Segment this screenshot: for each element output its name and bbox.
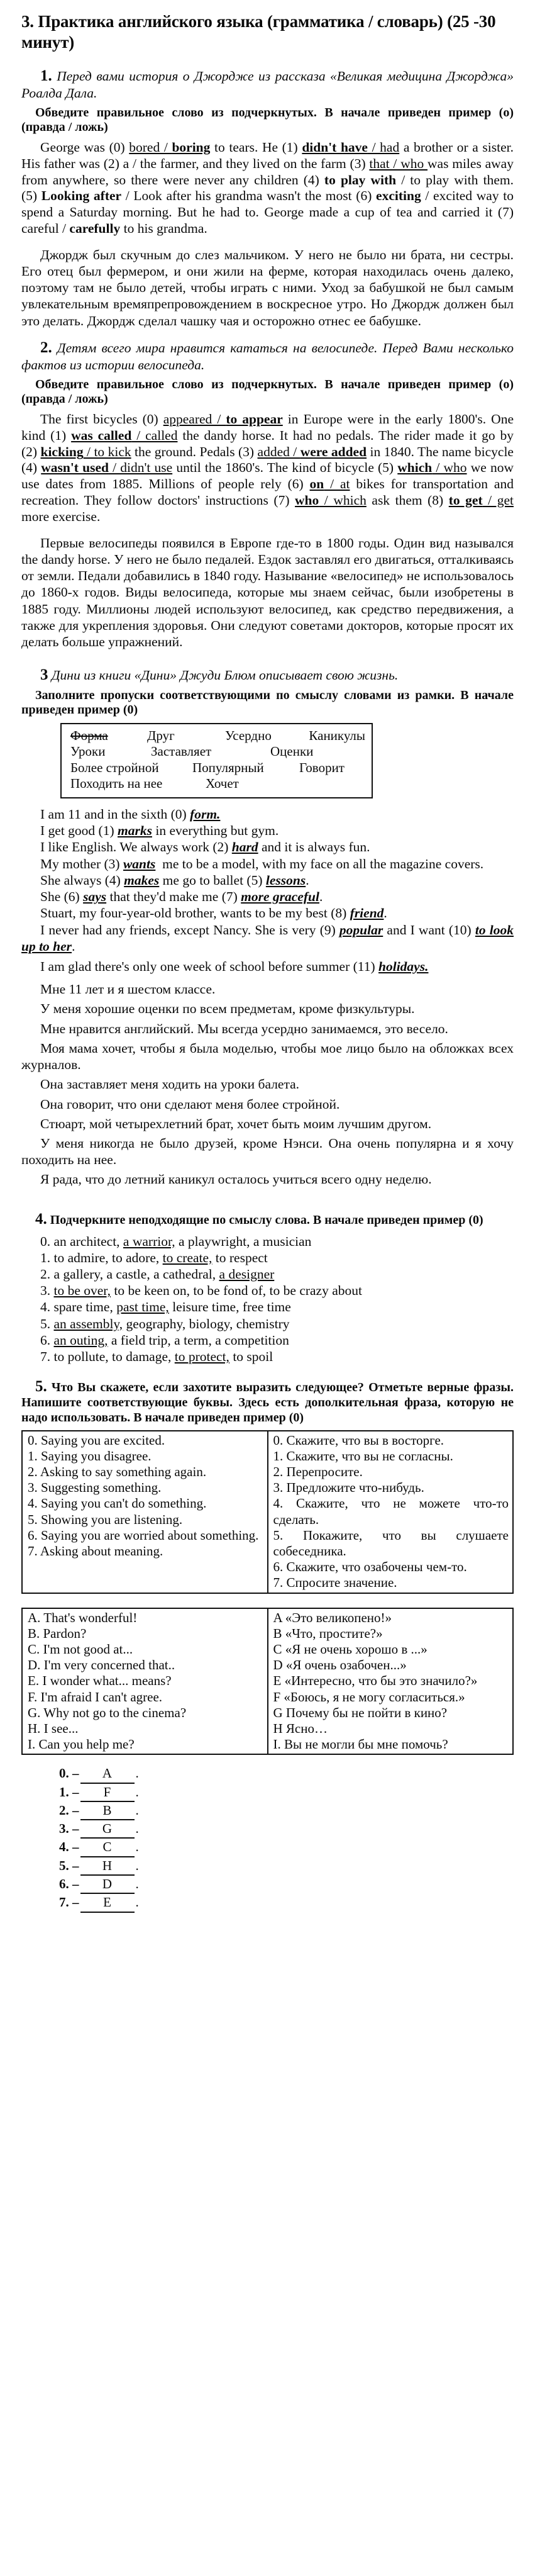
- answer-dot: .: [135, 1821, 139, 1837]
- exercise-5-instruction-text: Что Вы скажете, если захотите выразить следующее? Отметьте верные фразы. Напишите соответствующие буквы. Здесь есть дополкительная фраза, которую не надо использовать. В начале приведен пример (0): [21, 1380, 514, 1425]
- exercise-3-sentence: I like English. We always work (2) hard and it is always fun.: [40, 839, 370, 855]
- list-item: 2. Перепросите.: [273, 1464, 363, 1480]
- situations-table: [21, 1430, 514, 1594]
- answer-dot: .: [135, 1895, 139, 1910]
- item-number: 2.: [40, 1267, 51, 1282]
- answer-label: 4. –: [59, 1839, 79, 1855]
- answer-label: 0. –: [59, 1766, 79, 1781]
- list-item: 1. Saying you disagree.: [28, 1448, 152, 1464]
- exercise-3-russian-line: Моя мама хочет, чтобы я была моделью, чтобы мое лицо было на обложках всех журналов.: [21, 1040, 514, 1073]
- exercise-3-sentence: She always (4) makes me go to ballet (5) lessons.: [40, 872, 309, 888]
- item-answer[interactable]: an assembly,: [53, 1316, 123, 1331]
- item-post: geography, biology, chemistry: [123, 1316, 290, 1331]
- word-bank-item-userdno[interactable]: Усердно: [224, 727, 272, 743]
- answer-dot: .: [135, 1876, 139, 1892]
- item-number: 4.: [40, 1299, 51, 1315]
- exercise-1-instruction: Обведите правильное слово из подчеркнутых. В начале приведен пример (о) (правда / ложь): [21, 105, 514, 134]
- list-item: B «Что, простите?»: [273, 1625, 383, 1641]
- item-post: leisure time, free time: [168, 1299, 291, 1315]
- situations-ru-cell: [268, 1431, 514, 1593]
- exercise-3-sentence: She (6) says that they'd make me (7) more graceful.: [40, 889, 323, 905]
- answer-friend: friend: [350, 905, 384, 921]
- list-item: B. Pardon?: [28, 1625, 87, 1641]
- item-answer[interactable]: to be over,: [53, 1283, 111, 1299]
- list-item: 6. Скажите, что озабочены чем-то.: [273, 1559, 467, 1575]
- list-item: 3. Suggesting something.: [28, 1480, 162, 1496]
- item-pre: to pollute, to damage,: [53, 1349, 175, 1365]
- item-post: to respect: [212, 1250, 268, 1265]
- list-item: I. Вы не могли бы мне помочь?: [273, 1737, 448, 1752]
- word-bank-row: [70, 760, 365, 776]
- item-post: a field trip, a term, a competition: [108, 1332, 289, 1348]
- list-item: F. I'm afraid I can't agree.: [28, 1689, 163, 1705]
- exercise-4-list: [40, 1233, 514, 1365]
- answer-dot: .: [135, 1784, 139, 1800]
- table-row: [22, 1431, 513, 1593]
- item-pre: to admire, to adore,: [53, 1250, 163, 1265]
- table-row: [22, 1608, 513, 1755]
- answer-blank[interactable]: D: [80, 1876, 135, 1894]
- item-answer[interactable]: to protect,: [174, 1349, 229, 1365]
- exercise-2-intro-text: Детям всего мира нравится кататься на велосипеде. Перед Вами несколько фактов из истории велосипеда.: [21, 340, 514, 372]
- answer-row: [59, 1820, 514, 1839]
- word-bank-item-drug[interactable]: Друг: [147, 727, 175, 743]
- answer-row: [59, 1894, 514, 1912]
- list-item: 6. Saying you are worried about something.: [28, 1527, 259, 1543]
- exercise-2-instruction: Обведите правильное слово из подчеркнутых. В начале приведен пример (о) (правда / ложь): [21, 377, 514, 406]
- answer-label: 6. –: [59, 1876, 79, 1892]
- answer-blank[interactable]: E: [80, 1894, 135, 1912]
- list-item: E «Интересно, что бы это значило?»: [273, 1673, 478, 1689]
- word-bank-item-pohodit-na-nee[interactable]: Походить на нее: [70, 776, 163, 792]
- list-item: 7. Asking about meaning.: [28, 1543, 163, 1559]
- list-item: 5. Покажите, что вы слушаете собеседника.: [273, 1527, 509, 1559]
- list-item: G Почему бы не пойти в кино?: [273, 1705, 448, 1720]
- answer-row: [59, 1784, 514, 1802]
- item-post: to spoil: [229, 1349, 273, 1365]
- phrases-en-cell: [22, 1608, 268, 1755]
- list-item: G. Why not go to the cinema?: [28, 1705, 187, 1720]
- list-item: 4. Скажите, что не можете что-то сделать.: [273, 1496, 509, 1527]
- item-answer[interactable]: to create,: [162, 1250, 212, 1265]
- exercise-3-russian-line: Я рада, что до летний каникул осталось учиться всего одну неделю.: [40, 1172, 432, 1187]
- word-bank-item-kanikuly[interactable]: Каникулы: [309, 727, 365, 743]
- item-post: to be keen on, to be fond of, to be crazy about: [110, 1283, 362, 1299]
- list-item: H. I see...: [28, 1720, 79, 1736]
- list-item: [40, 1266, 514, 1282]
- word-bank-box: [60, 723, 373, 798]
- list-item: 1. Скажите, что вы не согласны.: [273, 1448, 453, 1464]
- exercise-3-instruction: Заполните пропуски соответствующими по смыслу словами из рамки. В начале приведен пример (0): [21, 688, 514, 717]
- list-item: [40, 1332, 514, 1348]
- exercise-3-russian-line: У меня хорошие оценки по всем предметам, кроме физкультуры.: [40, 1001, 415, 1017]
- item-pre: a gallery, a castle, a cathedral,: [53, 1267, 219, 1282]
- answer-marks: marks: [118, 823, 152, 839]
- answer-label: 7. –: [59, 1895, 79, 1910]
- word-bank-item-hochet[interactable]: Хочет: [206, 776, 239, 792]
- answer-look-up-to-her: to look up to her: [21, 922, 514, 954]
- exercise-3-russian-line: Она заставляет меня ходить на уроки балета.: [40, 1077, 300, 1092]
- answer-blank[interactable]: A: [80, 1765, 135, 1783]
- list-item: H Ясно…: [273, 1720, 328, 1736]
- list-item: A «Это великопено!»: [273, 1610, 392, 1625]
- exercise-5-number: 5.: [35, 1378, 47, 1396]
- exercise-3-intro: [21, 666, 514, 685]
- answer-popular: popular: [339, 922, 383, 938]
- answer-dot: .: [135, 1766, 139, 1781]
- item-number: 0.: [40, 1233, 51, 1249]
- word-bank-item-ocenki[interactable]: Оценки: [270, 744, 314, 759]
- word-bank-item-govorit[interactable]: Говорит: [299, 759, 345, 775]
- exercise-1-number: 1.: [40, 67, 52, 84]
- item-number: 7.: [40, 1349, 51, 1365]
- list-item: 4. Saying you can't do something.: [28, 1496, 207, 1511]
- answer-lessons: lessons: [265, 872, 306, 888]
- list-item: 3. Предложите что-нибудь.: [273, 1480, 424, 1496]
- list-item: D «Я очень озабочен...»: [273, 1657, 407, 1673]
- exercise-3-sentence: I get good (1) marks in everything but gym.: [40, 823, 279, 839]
- situations-en-cell: [22, 1431, 268, 1593]
- answer-key: [59, 1765, 514, 1912]
- list-item: [40, 1299, 514, 1315]
- list-item: [40, 1348, 514, 1365]
- list-item: [40, 1233, 514, 1250]
- answer-blank[interactable]: C: [80, 1839, 135, 1857]
- exercise-3-russian-line: У меня никогда не было друзей, кроме Нэнси. Она очень популярна и я хочу походить на нее.: [21, 1135, 514, 1168]
- answer-holidays: holidays.: [378, 958, 429, 974]
- exercise-3-sentence: I am 11 and in the sixth (0) form.: [40, 807, 221, 822]
- word-bank-item-bolee-stroynoy[interactable]: Более стройной: [70, 759, 159, 775]
- word-bank-item-forma[interactable]: Форма: [70, 727, 108, 743]
- word-bank-item-uroki[interactable]: Уроки: [70, 744, 106, 759]
- exercise-1-intro: [21, 67, 514, 102]
- exercise-3-intro-text: Дини из книги «Дини» Джуди Блюм описывает свою жизнь.: [51, 668, 399, 683]
- exercise-1-intro-text: Перед вами история о Джордже из рассказа «Великая медицина Джорджа» Роалда Дала.: [21, 68, 514, 101]
- exercise-4-number: 4.: [35, 1210, 47, 1228]
- list-item: A. That's wonderful!: [28, 1610, 138, 1625]
- exercise-3-russian-line: Она говорит, что они сделают меня более стройной.: [40, 1096, 340, 1112]
- item-answer[interactable]: a designer: [219, 1267, 275, 1282]
- exercise-5-instruction: [21, 1377, 514, 1425]
- answer-wants: wants: [123, 856, 156, 871]
- answer-blank[interactable]: H: [80, 1857, 135, 1876]
- exercise-3-russian-line: Мне нравится английский. Мы всегда усердно занимаемся, это весело.: [40, 1021, 448, 1036]
- exercise-3-russian-line: Мне 11 лет и я шестом классе.: [40, 982, 216, 997]
- answer-makes: makes: [124, 872, 160, 888]
- exercise-1-english-text: George was (0) bored / boring to tears. He (1) didn't have / had a brother or a sister. His father was (2) a / the farmer, and they lived on the farm (3) that / who was miles away from anywhere, so there were never any children (4) to play with / to play with them. (5) Looking after / Look after his grandma wasn't the most (6) exciting / excited way to spend a Saturday morning. But he had to. George made a cup of tea and carried it (7) careful / carefully to his grandma.: [21, 140, 514, 237]
- exercise-4-instruction: [21, 1210, 514, 1228]
- list-item: 0. Скажите, что вы в восторге.: [273, 1432, 444, 1448]
- list-item: [40, 1282, 514, 1299]
- list-item: F «Боюсь, я не могу согласиться.»: [273, 1689, 465, 1705]
- list-item: [40, 1316, 514, 1332]
- item-number: 5.: [40, 1316, 51, 1331]
- list-item: C «Я не очень хорошо в ...»: [273, 1641, 427, 1657]
- answer-label: 5. –: [59, 1857, 79, 1873]
- item-number: 3.: [40, 1283, 51, 1299]
- answer-hard: hard: [231, 839, 258, 855]
- list-item: 0. Saying you are excited.: [28, 1432, 165, 1448]
- answer-row: [59, 1765, 514, 1783]
- exercise-3-number: 3: [40, 666, 48, 684]
- item-pre: spare time,: [53, 1299, 117, 1315]
- answer-row: [59, 1839, 514, 1857]
- list-item: E. I wonder what... means?: [28, 1673, 172, 1689]
- exercise-4-instruction-text: Подчеркните неподходящие по смыслу слова. В начале приведен пример (0): [50, 1212, 483, 1227]
- item-answer[interactable]: an outing,: [53, 1332, 108, 1348]
- answer-label: 3. –: [59, 1821, 79, 1837]
- answer-more-graceful: more graceful: [241, 889, 319, 905]
- list-item: I. Can you help me?: [28, 1737, 135, 1752]
- answer-row: [59, 1876, 514, 1894]
- exercise-2-number: 2.: [40, 339, 52, 356]
- exercise-1-russian-text: Джордж был скучным до слез мальчиком. У него не было ни брата, ни сестры. Его отец был фермером, и они жили на ферме, которая находилась очень далеко, поэтому там не было детей, чтобы играть с ними. Уход за бабушкой не был самым увлекательным времяпрепровождением в воскресное утро. Но Джордж должен был это делать. Джордж сделал чашку чая и осторожно отнес ее бабушке.: [21, 247, 514, 328]
- list-item: [40, 1250, 514, 1266]
- word-bank-row: [70, 744, 365, 760]
- list-item: D. I'm very concerned that..: [28, 1657, 175, 1673]
- list-item: 7. Спросите значение.: [273, 1575, 397, 1591]
- answer-blank[interactable]: G: [80, 1820, 135, 1839]
- answer-dot: .: [135, 1839, 139, 1855]
- item-number: 6.: [40, 1332, 51, 1348]
- item-pre: an architect,: [53, 1233, 123, 1249]
- word-bank-item-populyarnyy[interactable]: Популярный: [192, 759, 264, 775]
- list-item: C. I'm not good at...: [28, 1641, 133, 1657]
- exercise-3-sentence: I am glad there's only one week of school before summer (11) holidays.: [40, 958, 429, 974]
- answer-says: says: [83, 889, 107, 905]
- word-bank-item-zastavlyaet[interactable]: Заставляет: [151, 744, 212, 759]
- exercise-2-english-text: The first bicycles (0) appeared / to appear in Europe were in the early 1800's. One kind (1) was called / called the dandy horse. It had no pedals. The rider made it go by (2) kicking / to kick the ground. Pedals (3) added / were added in 1840. The name bicycle (4) wasn't used / didn't use until the 1860's. The kind of bicycle (5) which / who we now use dates from 1885. Millions of people rely (6) on / at bikes for transportation and recreation. They follow doctors' instructions (7) who / which ask them (8) to get / get more exercise.: [21, 412, 514, 524]
- item-post: a playwright, a musician: [175, 1233, 312, 1249]
- phrases-ru-cell: [268, 1608, 514, 1755]
- page-title: 3. Практика английского языка (грамматика / словарь) (25 -30 минут): [21, 12, 496, 52]
- list-item: 5. Showing you are listening.: [28, 1511, 183, 1527]
- answer-dot: .: [135, 1802, 139, 1818]
- answer-row: [59, 1802, 514, 1820]
- word-bank-row: [70, 728, 365, 744]
- item-answer[interactable]: a warrior,: [123, 1233, 175, 1249]
- item-number: 1.: [40, 1250, 51, 1265]
- item-answer[interactable]: past time,: [116, 1299, 169, 1315]
- word-bank-row: [70, 776, 365, 792]
- answer-form: form.: [190, 807, 221, 822]
- exercise-3-sentence: My mother (3) wants me to be a model, with my face on all the magazine covers.: [40, 856, 484, 871]
- phrases-table: [21, 1608, 514, 1756]
- exercise-3-sentence: Stuart, my four-year-old brother, wants to be my best (8) friend.: [40, 905, 387, 921]
- exercise-3-russian-line: Стюарт, мой четырехлетний брат, хочет быть моим лучшим другом.: [40, 1116, 432, 1131]
- answer-label: 2. –: [59, 1802, 79, 1818]
- exercise-2-intro: [21, 339, 514, 374]
- answer-label: 1. –: [59, 1784, 79, 1800]
- exercise-2-russian-text: Первые велосипеды появился в Европе где-то в 1800 годы. Один вид назывался the dandy horse. У него не было педалей. Ездок заставлял его двигаться, отталкиваясь от земли. Педали добавились в 1840 году. Называние «велосипед» не использовалось до 1860-х годов. Виды велосипеда, которые мы знаем сейчас, были изобретены в 1885 году. Миллионы людей используют велосипед, как средство передвижения, а также для укрепления здоровья. Они следуют советами докторов, которые просят их делать больше упражнений.: [21, 535, 514, 649]
- answer-row: [59, 1857, 514, 1876]
- answer-blank[interactable]: F: [80, 1784, 135, 1802]
- answer-dot: .: [135, 1857, 139, 1873]
- exercise-3-sentence: I never had any friends, except Nancy. She is very (9) popular and I want (10) to look up to her.: [21, 922, 514, 954]
- list-item: 2. Asking to say something again.: [28, 1464, 207, 1480]
- answer-blank[interactable]: B: [80, 1802, 135, 1820]
